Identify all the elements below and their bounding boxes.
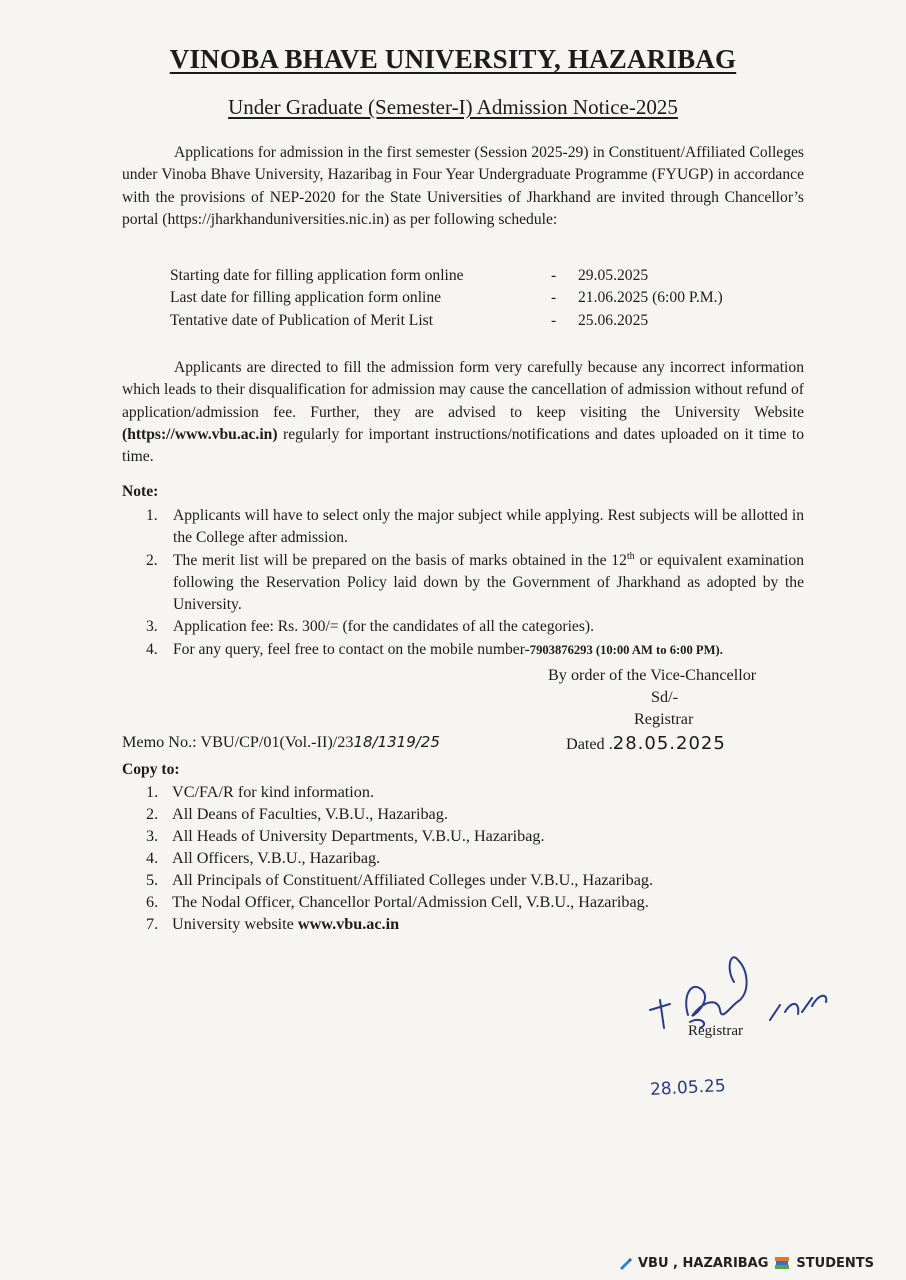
- note-number: 1.: [146, 507, 158, 524]
- note-text: Application fee: Rs. 300/= (for the candidates of all the categories).: [173, 618, 595, 636]
- copy-item: [122, 825, 804, 847]
- copy-item: [122, 847, 804, 869]
- memo-handwritten: 18/1319/25: [353, 733, 440, 751]
- university-website-link[interactable]: (https://www.vbu.ac.in): [122, 425, 278, 443]
- note-item: [122, 639, 804, 661]
- pen-icon: [618, 1256, 632, 1270]
- sd-line: Sd/-: [651, 688, 678, 706]
- books-icon: [774, 1255, 790, 1271]
- schedule-row: [170, 287, 770, 309]
- copy-item: [122, 781, 804, 803]
- copy-text: All Principals of Constituent/Affiliated Colleges under V.B.U., Hazaribag.: [172, 871, 654, 889]
- footer-left-text: VBU , HAZARIBAG: [637, 1255, 769, 1271]
- schedule-label: Starting date for filling application form online: [170, 267, 464, 284]
- footer-right-text: STUDENTS: [796, 1255, 874, 1271]
- instructions-text-b: regularly for important instructions/notifications and dates uploaded on it time to time.: [122, 425, 804, 466]
- university-title: VINOBA BHAVE UNIVERSITY, HAZARIBAG: [169, 44, 737, 74]
- note-item: [122, 505, 804, 550]
- schedule-row: [170, 310, 770, 332]
- schedule-value: 29.05.2025: [578, 267, 649, 284]
- copy-number: 3.: [146, 827, 159, 845]
- copy-number: 5.: [146, 871, 159, 889]
- dated-label: Dated .: [566, 735, 613, 753]
- memo-number: [122, 733, 440, 752]
- copy-text: All Heads of University Departments, V.B.U., Hazaribag.: [172, 827, 545, 845]
- copy-number: 7.: [146, 915, 159, 933]
- note-text: For any query, feel free to contact on the mobile number-: [173, 640, 530, 658]
- by-order-line: By order of the Vice-Chancellor: [548, 666, 757, 684]
- registrar-stamp: Registrar: [688, 1023, 743, 1039]
- copy-item: [122, 891, 804, 913]
- note-text: or equivalent examination following the Reservation Policy laid down by the Government of Jharkhand as adopted by the University.: [173, 551, 804, 614]
- copy-to-heading: Copy to:: [122, 761, 180, 778]
- schedule-dash: -: [551, 311, 557, 329]
- copy-number: 1.: [146, 783, 159, 801]
- website-link[interactable]: www.vbu.ac.in: [297, 915, 400, 933]
- copy-item: [122, 913, 804, 935]
- note-item: [122, 550, 804, 617]
- copy-item: [122, 869, 804, 891]
- note-heading: Note:: [122, 483, 159, 500]
- copy-text: All Deans of Faculties, V.B.U., Hazaribag.: [172, 805, 448, 823]
- note-number: 4.: [146, 640, 158, 658]
- note-text: Applicants will have to select only the major subject while applying. Rest subjects will be allotted in the College after admission.: [173, 507, 804, 547]
- note-item: [122, 616, 804, 638]
- intro-paragraph: Applications for admission in the first semester (Session 2025-29) in Constituent/Affiliated Colleges under Vinoba Bhave University, Hazaribag in Four Year Undergraduate Programme (FYUGP) in accordance with the provisions of NEP-2020 for the State Universities of Jharkhand are invited through Chancellor’s portal (https://jharkhanduniversities.nic.in) as per following schedule:: [122, 144, 804, 228]
- instructions-paragraph: [122, 357, 804, 468]
- copy-text: VC/FA/R for kind information.: [172, 783, 375, 801]
- schedule-dash: -: [551, 267, 557, 284]
- dated-handwritten: 28.05.2025: [612, 733, 726, 754]
- note-text: The merit list will be prepared on the basis of marks obtained in the 12: [173, 551, 627, 569]
- copy-text: All Officers, V.B.U., Hazaribag.: [172, 849, 381, 867]
- schedule-value: 21.06.2025 (6:00 P.M.): [578, 289, 723, 307]
- copy-number: 4.: [146, 849, 159, 867]
- watermark-footer: [618, 1255, 874, 1271]
- schedule-label: Tentative date of Publication of Merit List: [170, 311, 434, 329]
- copy-number: 2.: [146, 805, 159, 823]
- notice-subtitle: Under Graduate (Semester-I) Admission Notice-2025: [228, 95, 678, 119]
- copy-text: University website: [172, 915, 298, 933]
- copy-number: 6.: [146, 893, 159, 911]
- schedule-row: [170, 265, 770, 287]
- instructions-text-a: Applicants are directed to fill the admission form very carefully because any incorrect information which leads to their disqualification for admission may cause the cancellation of admission without refund of application/admission fee. Further, they are advised to keep visiting the University Website: [122, 359, 804, 421]
- schedule-dash: -: [551, 289, 557, 307]
- schedule-label: Last date for filling application form online: [170, 289, 442, 307]
- note-number: 3.: [146, 618, 158, 636]
- schedule-value: 25.06.2025: [578, 311, 649, 329]
- dated-line: [566, 733, 726, 754]
- copy-text: The Nodal Officer, Chancellor Portal/Admission Cell, V.B.U., Hazaribag.: [172, 893, 649, 911]
- note-number: 2.: [146, 551, 158, 569]
- copy-item: [122, 803, 804, 825]
- schedule-table: [170, 265, 770, 332]
- copy-to-list: [122, 781, 804, 935]
- note-superscript: th: [626, 550, 635, 562]
- handwritten-date: 28.05.25: [649, 1076, 727, 1100]
- contact-number: 7903876293 (10:00 AM to 6:00 PM).: [529, 642, 723, 657]
- registrar-designation: Registrar: [634, 710, 694, 728]
- notes-list: [122, 505, 804, 661]
- memo-label: Memo No.: VBU/CP/01(Vol.-II)/23: [122, 733, 354, 751]
